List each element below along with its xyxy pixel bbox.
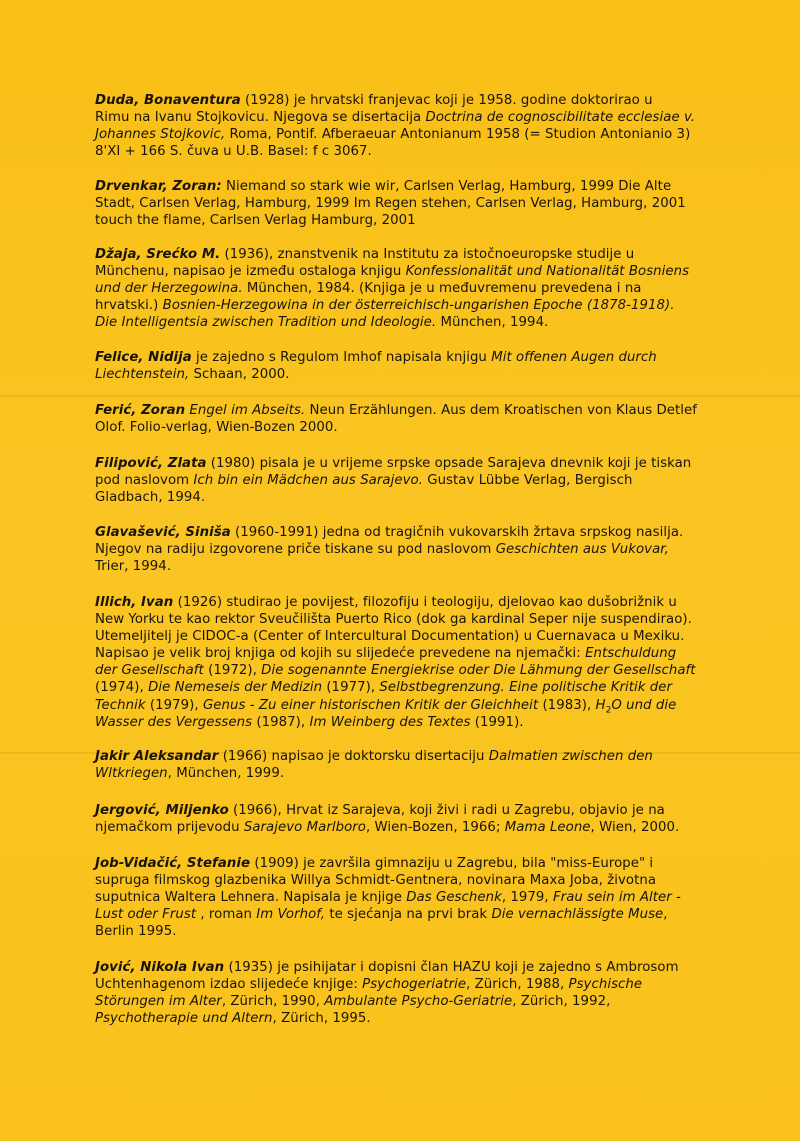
entry-line xyxy=(95,594,735,611)
entry-name: Drvenkar, Zoran: xyxy=(95,179,222,194)
entry-line xyxy=(95,472,735,489)
entry-felice xyxy=(95,349,735,383)
entry-line xyxy=(95,959,735,976)
entry-line xyxy=(95,889,735,906)
text-segment: Mit offenen Augen durch xyxy=(491,350,657,365)
text-segment: Das Geschenk xyxy=(406,890,502,906)
entry-line xyxy=(95,611,735,628)
text-segment: supruga filmskog glazbenika Willya Schmidt-Gentnera, novinara Maxa Joba, životna xyxy=(95,873,657,889)
text-segment: (1928) je hrvatski franjevac koji je 1958. godine doktorirao u xyxy=(240,93,653,108)
entry-line xyxy=(95,662,735,679)
text-segment: Niemand so stark wie wir, Carlsen Verlag, Hamburg, 1999 Die Alte xyxy=(221,179,672,194)
text-segment: je zajedno s Regulom Imhof napisala knjigu xyxy=(191,350,492,365)
entry-line xyxy=(95,628,735,645)
text-segment: Utemeljitelj je CIDOC-a (Center of Intercultural Documentation) u Cuernavaca u Mexiku. xyxy=(95,629,685,645)
text-segment: , Wien-Bozen, 1966; xyxy=(365,820,505,836)
text-segment: Die vernachlässigte Muse xyxy=(491,907,664,923)
entry-jergovic xyxy=(95,802,735,836)
text-segment: Ambulante Psycho-Geriatrie xyxy=(324,994,513,1010)
entry-name: Glavašević, Siniša xyxy=(95,525,231,540)
text-segment: te sjećanja na prvi brak xyxy=(325,907,492,923)
text-segment: , roman xyxy=(196,907,257,923)
entry-line xyxy=(95,297,735,314)
entry-dzaja xyxy=(95,246,735,331)
text-segment: Psychotherapie und Altern xyxy=(95,1011,273,1027)
text-segment: Im Weinberg des Textes xyxy=(309,714,471,730)
entry-line xyxy=(95,195,735,212)
text-segment: Roma, Pontif. Afberaeuar Antonianum 1958 (= Studion Antonianio 3) xyxy=(225,127,691,143)
text-segment: Psychische xyxy=(568,977,643,993)
entry-line xyxy=(95,976,735,993)
entry-name: Džaja, Srećko M. xyxy=(95,247,221,262)
text-segment: Lust oder Frust xyxy=(95,907,197,923)
text-segment: pod naslovom xyxy=(95,473,194,489)
entry-line xyxy=(95,855,735,872)
text-segment: H xyxy=(595,697,606,713)
text-segment: Stadt, Carlsen Verlag, Hamburg, 1999 Im Regen stehen, Carlsen Verlag, Hamburg, 2001 xyxy=(95,196,686,212)
text-segment: Die sogenannte Energiekrise oder Die Lähmung der Gesellschaft xyxy=(261,663,696,679)
entry-line xyxy=(95,993,735,1010)
entry-name: Felice, Nidija xyxy=(95,350,192,365)
text-segment: (1987), xyxy=(252,714,310,730)
entry-drvenkar xyxy=(95,178,735,229)
text-segment: (1926) studirao je povijest, filozofiju i teologiju, djelovao kao dušobrižnik u xyxy=(173,595,677,610)
text-segment: (1972), xyxy=(203,663,262,679)
text-segment: Störungen im Alter xyxy=(95,994,222,1010)
text-segment: (1909) je završila gimnaziju u Zagrebu, bila "miss-Europe" i xyxy=(250,856,654,871)
entry-line xyxy=(95,402,735,419)
entry-line xyxy=(95,489,735,506)
text-segment: 8'XI + 166 S. čuva u U.B. Basel: f c 3067. xyxy=(95,144,372,160)
text-segment: Bosnien-Herzegowina in der österreichisch-ungarishen Epoche (1878-1918). xyxy=(162,298,675,314)
entry-name: Jakir Aleksandar xyxy=(95,749,219,764)
text-segment: 2 xyxy=(605,705,612,716)
text-segment: , xyxy=(663,907,668,923)
entry-name: Jergović, Miljenko xyxy=(95,803,229,818)
text-segment: München, 1984. (Knjiga je u međuvremenu prevedena i na xyxy=(242,281,642,297)
text-segment: Doctrina de cognoscibilitate ecclesiae v. xyxy=(425,110,696,126)
text-segment: Mama Leone xyxy=(504,820,591,836)
text-segment: Die Intelligentsia zwischen Tradition und Ideologie. xyxy=(95,315,437,331)
text-segment: Rimu na Ivanu Stojkovicu. Njegova se disertacija xyxy=(95,110,426,126)
text-segment: (1980) pisala je u vrijeme srpske opsade Sarajeva dnevnik koji je tiskan xyxy=(206,456,692,471)
entry-filipovic xyxy=(95,455,735,506)
paper-crease xyxy=(0,395,800,397)
entry-jovic xyxy=(95,959,735,1027)
entry-line xyxy=(95,906,735,923)
text-segment: (1936), znanstvenik na Institutu za istočnoeuropske studije u xyxy=(220,247,635,262)
entry-line xyxy=(95,92,735,109)
text-segment: Berlin 1995. xyxy=(95,924,177,940)
entry-glavasevic xyxy=(95,524,735,575)
text-segment: Genus - Zu einer historischen Kritik der Gleichheit xyxy=(202,697,539,713)
text-segment: Konfessionalität und Nationalität Bosniens xyxy=(405,264,690,280)
text-segment: Psychogeriatrie xyxy=(362,977,467,993)
text-segment: Uchtenhagenom izdao slijedeće knjige: xyxy=(95,977,363,993)
entry-line xyxy=(95,212,735,229)
entry-line xyxy=(95,314,735,331)
text-segment: Frau sein im Alter - xyxy=(552,890,681,906)
entry-name: Ferić, Zoran xyxy=(95,403,186,418)
text-segment: Ich bin ein Mädchen aus Sarajevo. xyxy=(193,473,423,489)
text-segment: München, 1994. xyxy=(436,315,549,331)
entry-line xyxy=(95,923,735,940)
entry-name: Duda, Bonaventura xyxy=(95,93,241,108)
text-segment: Gladbach, 1994. xyxy=(95,490,206,506)
entry-line xyxy=(95,872,735,889)
text-segment: , Zürich, 1992, xyxy=(512,994,611,1010)
text-segment: , Zürich, 1995. xyxy=(272,1011,371,1027)
text-segment: Johannes Stojkovic, xyxy=(95,127,226,143)
text-segment: Wasser des Vergessens xyxy=(95,714,253,730)
entry-line xyxy=(95,349,735,366)
text-segment: Münchenu, napisao je između ostaloga knjigu xyxy=(95,264,406,280)
text-segment: , 1979, xyxy=(501,890,553,906)
text-segment: Dalmatien zwischen den xyxy=(488,749,653,764)
text-segment: New Yorku te kao rektor Sveučilišta Puerto Rico (dok ga kardinal Seper nije suspendirao). xyxy=(95,612,692,628)
text-segment: Njegov na radiju izgovorene priče tiskane su pod naslovom xyxy=(95,542,496,558)
entry-illich xyxy=(95,594,735,731)
text-segment: (1979), xyxy=(145,697,203,713)
text-segment: , Zürich, 1988, xyxy=(466,977,569,993)
text-segment: Napisao je velik broj knjiga od kojih su slijedeće prevedene na njemački: xyxy=(95,646,586,662)
entry-line xyxy=(95,802,735,819)
entry-line xyxy=(95,419,735,436)
entry-line xyxy=(95,178,735,195)
entry-line xyxy=(95,1010,735,1027)
entry-jakir xyxy=(95,748,735,782)
text-segment: njemačkom prijevodu xyxy=(95,820,244,836)
text-segment: Sarajevo Marlboro xyxy=(243,820,366,836)
entry-line xyxy=(95,126,735,143)
text-segment: Olof. Folio-verlag, Wien-Bozen 2000. xyxy=(95,420,338,436)
entry-duda xyxy=(95,92,735,160)
text-segment: Neun Erzählungen. Aus dem Kroatischen von Klaus Detlef xyxy=(305,403,697,418)
entry-line xyxy=(95,679,735,696)
entry-name: Filipović, Zlata xyxy=(95,456,207,471)
text-segment: Geschichten aus Vukovar, xyxy=(495,542,669,558)
text-segment: , München, 1999. xyxy=(167,766,285,782)
text-segment: (1977), xyxy=(322,680,380,696)
entry-line xyxy=(95,263,735,280)
text-segment: (1966) napisao je doktorsku disertaciju xyxy=(218,749,489,764)
entry-line xyxy=(95,246,735,263)
text-segment: Selbstbegrenzung. Eine politische Kritik der xyxy=(379,680,673,696)
entry-line xyxy=(95,455,735,472)
entry-name: Jović, Nikola Ivan xyxy=(95,960,225,975)
text-segment: Trier, 1994. xyxy=(95,559,172,575)
text-segment: , Zürich, 1990, xyxy=(221,994,325,1010)
entry-name: Illich, Ivan xyxy=(95,595,174,610)
text-segment: Schaan, 2000. xyxy=(189,367,290,383)
entry-name: Job-Vidačić, Stefanie xyxy=(95,856,251,871)
entry-line xyxy=(95,645,735,662)
text-segment: hrvatski.) xyxy=(95,298,163,314)
text-segment: touch the flame, Carlsen Verlag Hamburg, 2001 xyxy=(95,213,416,229)
entry-line xyxy=(95,143,735,160)
text-segment: suputnica Waltera Lehnera. Napisala je knjige xyxy=(95,890,407,906)
entry-line xyxy=(95,109,735,126)
text-segment: Engel im Abseits. xyxy=(189,403,306,418)
entry-line xyxy=(95,697,735,714)
text-segment: (1974), xyxy=(95,680,149,696)
text-segment: Die Nemeseis der Medizin xyxy=(148,680,323,696)
text-segment: (1966), Hrvat iz Sarajeva, koji živi i radi u Zagrebu, objavio je na xyxy=(228,803,665,818)
entry-line xyxy=(95,748,735,765)
entry-line xyxy=(95,714,735,731)
entry-feric xyxy=(95,402,735,436)
entry-line xyxy=(95,765,735,782)
text-segment: O und die xyxy=(611,697,677,713)
text-segment: der Gesellschaft xyxy=(95,663,204,679)
text-segment: Entschuldung xyxy=(585,646,677,662)
text-segment: (1935) je psihijatar i dopisni član HAZU koji je zajedno s Ambrosom xyxy=(224,960,679,975)
text-segment: und der Herzegowina. xyxy=(95,281,243,297)
text-segment: (1960-1991) jedna od tragičnih vukovarskih žrtava srpskog nasilja. xyxy=(230,525,684,540)
entry-line xyxy=(95,366,735,383)
text-segment: Technik xyxy=(95,697,146,713)
text-segment: Gustav Lübbe Verlag, Bergisch xyxy=(422,473,633,489)
entry-line xyxy=(95,541,735,558)
text-segment: (1991). xyxy=(470,714,524,730)
entry-line xyxy=(95,524,735,541)
text-segment: , Wien, 2000. xyxy=(590,820,680,836)
text-segment: Im Vorhof, xyxy=(256,907,326,923)
text-segment: Liechtenstein, xyxy=(95,367,190,383)
entry-line xyxy=(95,558,735,575)
entry-line xyxy=(95,280,735,297)
text-segment: Wltkriegen xyxy=(95,766,168,782)
text-segment: (1983), xyxy=(538,697,596,713)
entry-job-vidacic xyxy=(95,855,735,940)
entry-line xyxy=(95,819,735,836)
